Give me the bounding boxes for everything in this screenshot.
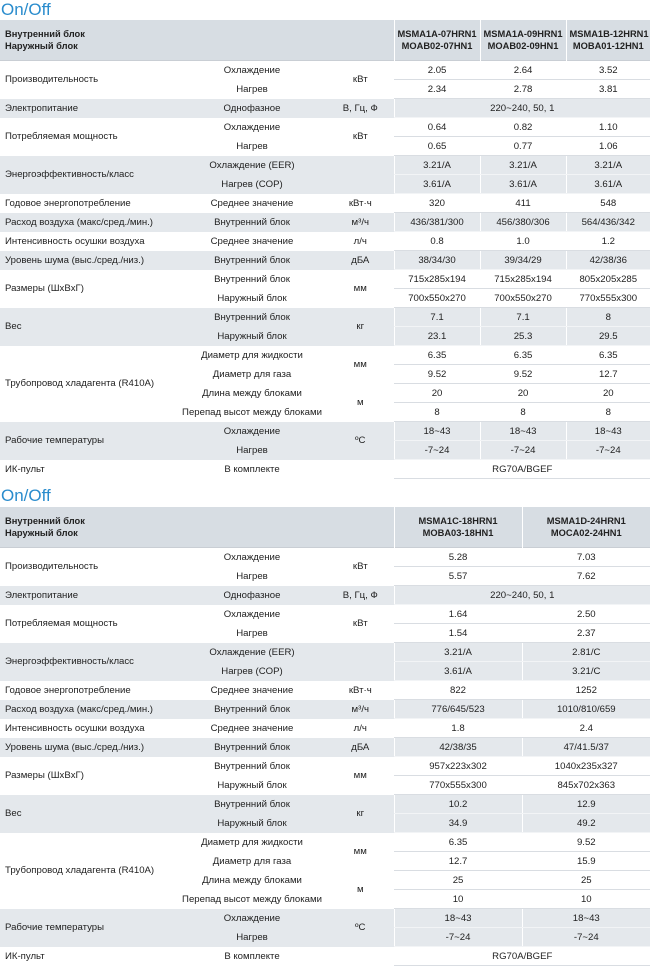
unit <box>327 460 394 479</box>
unit: кВт <box>327 605 394 643</box>
spec-row <box>0 947 650 966</box>
spec-row <box>0 909 650 928</box>
value-cell: 8 <box>394 403 480 422</box>
value-cell: 42/38/36 <box>566 251 650 270</box>
spec-row <box>0 833 650 852</box>
sub-param: Нагрев <box>177 624 327 643</box>
value-cell: 6.35 <box>566 346 650 365</box>
sub-param: Длина между блоками <box>177 871 327 890</box>
value-cell: 1.54 <box>394 624 522 643</box>
unit: кг <box>327 795 394 833</box>
unit: мм <box>327 346 394 384</box>
param-name: Размеры (ШxВxГ) <box>0 270 177 308</box>
sub-param: Нагрев <box>177 137 327 156</box>
value-cell: 12.7 <box>566 365 650 384</box>
model-outdoor: MOBA03-18HN1 <box>422 528 494 538</box>
param-name: Потребляемая мощность <box>0 605 177 643</box>
unit: ºC <box>327 422 394 460</box>
value-cell: 2.34 <box>394 80 480 99</box>
param-name: Энергоэффективность/класс <box>0 643 177 681</box>
model-indoor: MSMA1B-12HRN1 <box>569 29 649 39</box>
table-header-row <box>0 507 650 548</box>
sub-param: Охлаждение <box>177 61 327 80</box>
unit: мм <box>327 833 394 871</box>
value-cell: 411 <box>480 194 566 213</box>
value-cell: 2.81/C <box>522 643 650 662</box>
value-cell: 25 <box>522 871 650 890</box>
value-cell: 564/436/342 <box>566 213 650 232</box>
header-unit-labels <box>0 507 394 548</box>
value-cell: 7.1 <box>480 308 566 327</box>
value-cell: -7~24 <box>394 441 480 460</box>
unit: кг <box>327 308 394 346</box>
sub-param: Нагрев <box>177 928 327 947</box>
sub-param: Внутренний блок <box>177 738 327 757</box>
spec-table-1 <box>0 20 650 479</box>
value-cell: 548 <box>566 194 650 213</box>
unit: л/ч <box>327 719 394 738</box>
sub-param: Нагрев <box>177 567 327 586</box>
value-cell: 20 <box>566 384 650 403</box>
value-cell: 18~43 <box>522 909 650 928</box>
value-cell: 1010/810/659 <box>522 700 650 719</box>
value-cell: 0.65 <box>394 137 480 156</box>
value-cell: 3.21/A <box>394 643 522 662</box>
spec-row <box>0 460 650 479</box>
value-cell: 845x702x363 <box>522 776 650 795</box>
value-cell: -7~24 <box>566 441 650 460</box>
value-cell: 23.1 <box>394 327 480 346</box>
unit: ºC <box>327 909 394 947</box>
param-name: Потребляемая мощность <box>0 118 177 156</box>
model-header-2 <box>522 507 650 548</box>
value-cell: 700x550x270 <box>480 289 566 308</box>
value-cell: 10 <box>394 890 522 909</box>
value-cell: 6.35 <box>394 833 522 852</box>
model-outdoor: MOAB02-09HN1 <box>487 41 559 51</box>
value-cell: 25.3 <box>480 327 566 346</box>
sub-param: Охлаждение <box>177 909 327 928</box>
value-cell: 8 <box>480 403 566 422</box>
value-cell: 3.52 <box>566 61 650 80</box>
param-name: Электропитание <box>0 586 177 605</box>
sub-param: Наружный блок <box>177 814 327 833</box>
value-cell: 6.35 <box>394 346 480 365</box>
spec-row <box>0 605 650 624</box>
unit: кВт <box>327 118 394 156</box>
spec-row <box>0 738 650 757</box>
sub-param: Внутренний блок <box>177 213 327 232</box>
value-cell: 1040x235x327 <box>522 757 650 776</box>
value-cell: 25 <box>394 871 522 890</box>
value-cell: 776/645/523 <box>394 700 522 719</box>
value-cell: 12.9 <box>522 795 650 814</box>
value-cell: 39/34/29 <box>480 251 566 270</box>
value-cell: 49.2 <box>522 814 650 833</box>
value-cell: 5.28 <box>394 548 522 567</box>
spec-row <box>0 548 650 567</box>
sub-param: Охлаждение <box>177 118 327 137</box>
model-header-1 <box>394 20 480 61</box>
value-cell: 0.8 <box>394 232 480 251</box>
sub-param: Нагрев (COP) <box>177 175 327 194</box>
spec-row <box>0 118 650 137</box>
unit: В, Гц, Ф <box>327 99 394 118</box>
value-cell: 822 <box>394 681 522 700</box>
value-cell: 3.61/A <box>566 175 650 194</box>
value-cell: 7.03 <box>522 548 650 567</box>
model-header-3 <box>566 20 650 61</box>
unit: мм <box>327 270 394 308</box>
param-name: Годовое энергопотребление <box>0 194 177 213</box>
sub-param: Среднее значение <box>177 719 327 738</box>
param-name: Уровень шума (выс./сред./низ.) <box>0 738 177 757</box>
sub-param: Внутренний блок <box>177 251 327 270</box>
sub-param: Внутренний блок <box>177 270 327 289</box>
value-cell: -7~24 <box>394 928 522 947</box>
value-cell: 1252 <box>522 681 650 700</box>
unit: кВт·ч <box>327 194 394 213</box>
value-cell: 34.9 <box>394 814 522 833</box>
value-cell: 3.81 <box>566 80 650 99</box>
param-name: Рабочие температуры <box>0 909 177 947</box>
value-cell: 15.9 <box>522 852 650 871</box>
unit <box>327 156 394 194</box>
header-unit-labels <box>0 20 394 61</box>
sub-param: Охлаждение <box>177 605 327 624</box>
param-name: ИК-пульт <box>0 460 177 479</box>
value-cell: 8 <box>566 308 650 327</box>
value-cell: 10.2 <box>394 795 522 814</box>
value-cell: 18~43 <box>566 422 650 441</box>
spec-row <box>0 757 650 776</box>
sub-param: Наружный блок <box>177 289 327 308</box>
unit: дБА <box>327 738 394 757</box>
value-cell: 1.0 <box>480 232 566 251</box>
section-title-1: On/Off <box>1 0 51 19</box>
sub-param: Нагрев <box>177 441 327 460</box>
value-cell: 1.64 <box>394 605 522 624</box>
sub-param: Охлаждение <box>177 422 327 441</box>
header-indoor-label: Внутренний блок <box>5 29 85 39</box>
spec-row <box>0 700 650 719</box>
sub-param: Охлаждение (EER) <box>177 156 327 175</box>
header-outdoor-label: Наружный блок <box>5 528 78 538</box>
sub-param: Внутренний блок <box>177 795 327 814</box>
value-cell: -7~24 <box>480 441 566 460</box>
unit: м <box>327 871 394 909</box>
value-cell: 18~43 <box>394 909 522 928</box>
value-cell: 700x550x270 <box>394 289 480 308</box>
model-indoor: MSMA1A-07HRN1 <box>397 29 477 39</box>
value-cell: 42/38/35 <box>394 738 522 757</box>
spec-row <box>0 99 650 118</box>
value-cell: 436/381/300 <box>394 213 480 232</box>
value-cell: 3.21/A <box>394 156 480 175</box>
value-cell: 20 <box>394 384 480 403</box>
unit: л/ч <box>327 232 394 251</box>
unit: В, Гц, Ф <box>327 586 394 605</box>
value-cell: 8 <box>566 403 650 422</box>
value-cell: 5.57 <box>394 567 522 586</box>
spec-row <box>0 719 650 738</box>
sub-param: Наружный блок <box>177 776 327 795</box>
model-outdoor: MOAB02-07HN1 <box>401 41 473 51</box>
param-name: Интенсивность осушки воздуха <box>0 232 177 251</box>
value-cell: 220~240, 50, 1 <box>394 99 650 118</box>
spec-row <box>0 681 650 700</box>
param-name: Трубопровод хладагента (R410A) <box>0 833 177 909</box>
table-header-row <box>0 20 650 61</box>
param-name: ИК-пульт <box>0 947 177 966</box>
value-cell: RG70A/BGEF <box>394 947 650 966</box>
param-name: Уровень шума (выс./сред./низ.) <box>0 251 177 270</box>
spec-row <box>0 61 650 80</box>
param-name: Рабочие температуры <box>0 422 177 460</box>
param-name: Интенсивность осушки воздуха <box>0 719 177 738</box>
param-name: Расход воздуха (макс/сред./мин.) <box>0 700 177 719</box>
spec-row <box>0 795 650 814</box>
sub-param: Охлаждение (EER) <box>177 643 327 662</box>
unit: м <box>327 384 394 422</box>
spec-row <box>0 643 650 662</box>
param-name: Расход воздуха (макс/сред./мин.) <box>0 213 177 232</box>
spec-row <box>0 346 650 365</box>
unit: м³/ч <box>327 213 394 232</box>
sub-param: Среднее значение <box>177 194 327 213</box>
value-cell: 2.78 <box>480 80 566 99</box>
param-name: Вес <box>0 795 177 833</box>
sub-param: Диаметр для газа <box>177 365 327 384</box>
spec-row <box>0 232 650 251</box>
value-cell: 770x555x300 <box>566 289 650 308</box>
sub-param: Диаметр для жидкости <box>177 346 327 365</box>
sub-param: Внутренний блок <box>177 308 327 327</box>
sub-param: Нагрев (COP) <box>177 662 327 681</box>
model-header-2 <box>480 20 566 61</box>
sub-param: Однофазное <box>177 99 327 118</box>
model-outdoor: MOBA01-12HN1 <box>572 41 644 51</box>
value-cell: 3.61/A <box>394 175 480 194</box>
value-cell: 2.50 <box>522 605 650 624</box>
sub-param: В комплекте <box>177 460 327 479</box>
sub-param: Внутренний блок <box>177 700 327 719</box>
value-cell: 0.64 <box>394 118 480 137</box>
param-name: Трубопровод хладагента (R410A) <box>0 346 177 422</box>
param-name: Годовое энергопотребление <box>0 681 177 700</box>
value-cell: 3.21/C <box>522 662 650 681</box>
sub-param: Диаметр для газа <box>177 852 327 871</box>
sub-param: Диаметр для жидкости <box>177 833 327 852</box>
value-cell: 456/380/306 <box>480 213 566 232</box>
value-cell: 18~43 <box>394 422 480 441</box>
param-name: Производительность <box>0 548 177 586</box>
param-name: Размеры (ШxВxГ) <box>0 757 177 795</box>
value-cell: 3.21/A <box>480 156 566 175</box>
value-cell: 18~43 <box>480 422 566 441</box>
value-cell: 2.64 <box>480 61 566 80</box>
spec-row <box>0 270 650 289</box>
unit: кВт <box>327 548 394 586</box>
unit: кВт <box>327 61 394 99</box>
value-cell: 3.61/A <box>394 662 522 681</box>
sub-param: В комплекте <box>177 947 327 966</box>
value-cell: 3.61/A <box>480 175 566 194</box>
model-outdoor: MOCA02-24HN1 <box>550 528 622 538</box>
value-cell: 12.7 <box>394 852 522 871</box>
value-cell: 9.52 <box>480 365 566 384</box>
model-header-1 <box>394 507 522 548</box>
spec-table-2 <box>0 507 650 966</box>
value-cell: 29.5 <box>566 327 650 346</box>
sub-param: Среднее значение <box>177 232 327 251</box>
value-cell: 10 <box>522 890 650 909</box>
value-cell: 1.06 <box>566 137 650 156</box>
header-outdoor-label: Наружный блок <box>5 41 78 51</box>
param-name: Производительность <box>0 61 177 99</box>
spec-row <box>0 586 650 605</box>
value-cell: 6.35 <box>480 346 566 365</box>
sub-param: Охлаждение <box>177 548 327 567</box>
sub-param: Нагрев <box>177 80 327 99</box>
value-cell: 1.10 <box>566 118 650 137</box>
param-name: Энергоэффективность/класс <box>0 156 177 194</box>
spec-row <box>0 213 650 232</box>
value-cell: 1.8 <box>394 719 522 738</box>
unit: кВт·ч <box>327 681 394 700</box>
value-cell: -7~24 <box>522 928 650 947</box>
value-cell: 2.05 <box>394 61 480 80</box>
sub-param: Внутренний блок <box>177 757 327 776</box>
value-cell: 7.62 <box>522 567 650 586</box>
value-cell: RG70A/BGEF <box>394 460 650 479</box>
value-cell: 957x223x302 <box>394 757 522 776</box>
value-cell: 1.2 <box>566 232 650 251</box>
sub-param: Наружный блок <box>177 327 327 346</box>
value-cell: 715x285x194 <box>394 270 480 289</box>
unit <box>327 947 394 966</box>
value-cell: 7.1 <box>394 308 480 327</box>
sub-param: Среднее значение <box>177 681 327 700</box>
spec-row <box>0 251 650 270</box>
value-cell: 715x285x194 <box>480 270 566 289</box>
spec-row <box>0 422 650 441</box>
param-name: Вес <box>0 308 177 346</box>
unit <box>327 643 394 681</box>
value-cell: 2.37 <box>522 624 650 643</box>
sub-param: Длина между блоками <box>177 384 327 403</box>
sub-param: Однофазное <box>177 586 327 605</box>
value-cell: 20 <box>480 384 566 403</box>
unit: мм <box>327 757 394 795</box>
value-cell: 38/34/30 <box>394 251 480 270</box>
value-cell: 47/41.5/37 <box>522 738 650 757</box>
sub-param: Перепад высот между блоками <box>177 890 327 909</box>
value-cell: 9.52 <box>522 833 650 852</box>
model-indoor: MSMA1D-24HRN1 <box>546 516 626 526</box>
value-cell: 770x555x300 <box>394 776 522 795</box>
value-cell: 2.4 <box>522 719 650 738</box>
unit: дБА <box>327 251 394 270</box>
value-cell: 9.52 <box>394 365 480 384</box>
unit: м³/ч <box>327 700 394 719</box>
section-title-2: On/Off <box>1 486 51 505</box>
value-cell: 0.77 <box>480 137 566 156</box>
value-cell: 3.21/A <box>566 156 650 175</box>
param-name: Электропитание <box>0 99 177 118</box>
header-indoor-label: Внутренний блок <box>5 516 85 526</box>
model-indoor: MSMA1A-09HRN1 <box>483 29 563 39</box>
value-cell: 805x205x285 <box>566 270 650 289</box>
spec-row <box>0 308 650 327</box>
sub-param: Перепад высот между блоками <box>177 403 327 422</box>
value-cell: 220~240, 50, 1 <box>394 586 650 605</box>
value-cell: 320 <box>394 194 480 213</box>
spec-row <box>0 194 650 213</box>
value-cell: 0.82 <box>480 118 566 137</box>
spec-row <box>0 156 650 175</box>
model-indoor: MSMA1C-18HRN1 <box>418 516 498 526</box>
